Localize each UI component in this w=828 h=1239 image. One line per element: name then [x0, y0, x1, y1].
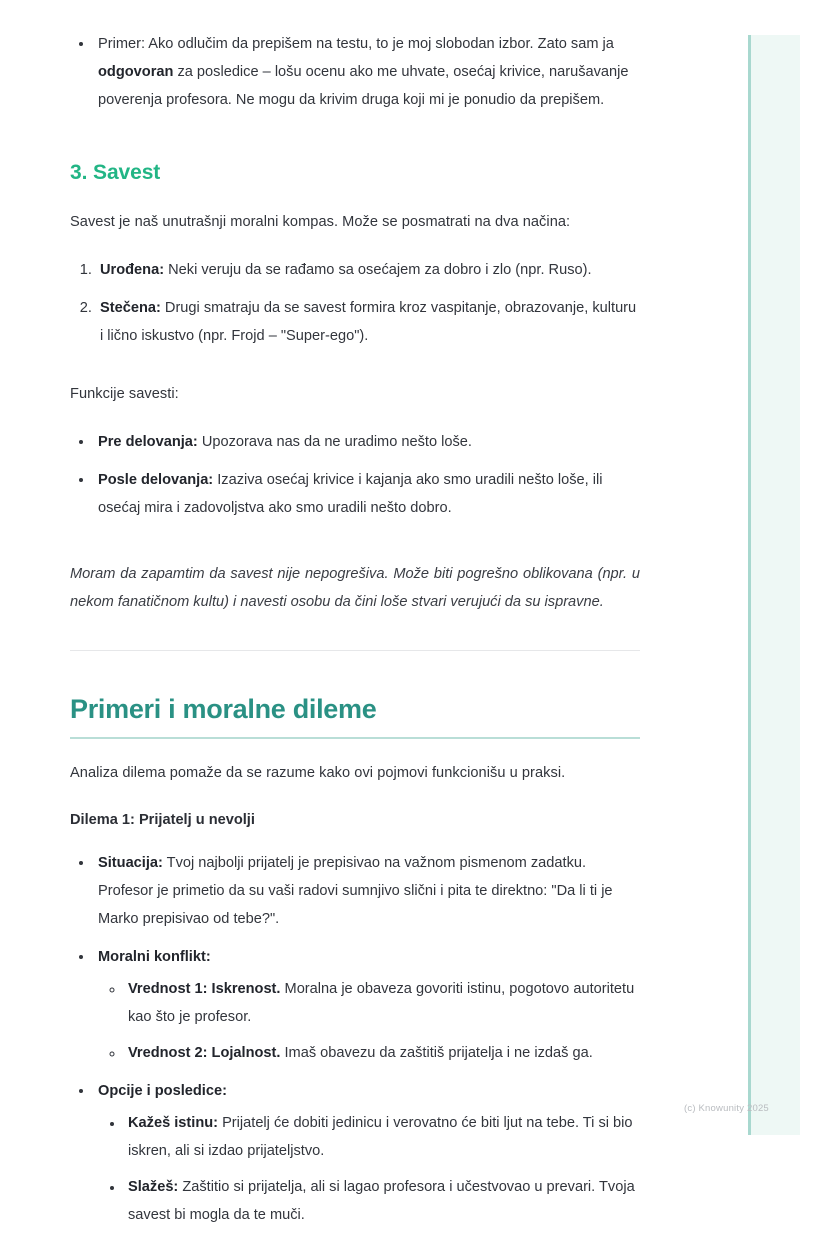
watermark-copyright: (c) Knowunity 2025 — [684, 1103, 769, 1114]
dilemma-1-title: Dilema 1: Prijatelj u nevolji — [70, 812, 255, 828]
opcije-posledice-sublist — [98, 1109, 640, 1229]
list-item-label: Vrednost 1: Iskrenost. — [128, 981, 281, 997]
list-item-text: Upozorava nas da ne uradimo nešto loše. — [197, 434, 472, 450]
list-item-label: Moralni konflikt: — [98, 949, 211, 965]
list-item-text: Moralna je obaveza govoriti istinu, pogotovo autoritetu kao što je profesor. — [128, 981, 635, 1025]
section-heading-savest: 3. Savest — [70, 161, 161, 184]
list-item-text: Drugi smatraju da se savest formira kroz vaspitanje, obrazovanje, kulturu i lično iskustvo (npr. Frojd – "Super-ego"). — [100, 300, 637, 344]
list-item-label: Urođena: — [100, 262, 165, 278]
list-item — [94, 428, 640, 456]
list-item — [124, 1173, 640, 1229]
list-item-text: Zaštitio si prijatelja, ali si lagao profesora i učestvovao u prevari. Tvoja savest bi mogla da te muči. — [128, 1179, 635, 1223]
top-bullet-text-a: Ako odlučim da prepišem na testu, to je moj slobodan izbor. Zato sam ja — [145, 36, 614, 52]
savest-functions-intro: Funkcije savesti: — [70, 386, 179, 402]
savest-numbered-list — [70, 256, 640, 350]
list-item — [94, 466, 640, 522]
dileme-intro-paragraph: Analiza dilema pomaže da se razume kako ovi pojmovi funkcionišu u praksi. — [70, 765, 566, 781]
list-item — [96, 256, 640, 284]
list-item — [96, 294, 640, 350]
list-item-label: Vrednost 2: Lojalnost. — [128, 1045, 281, 1061]
savest-intro-paragraph: Savest je naš unutrašnji moralni kompas. Može se posmatrati na dva načina: — [70, 214, 571, 230]
dilemma-1-list — [70, 849, 640, 1229]
list-item-text: Prijatelj će dobiti jedinicu i verovatno će biti ljut na tebe. Ti si bio iskren, ali si izdao prijateljstvo. — [128, 1115, 633, 1159]
list-item-label: Stečena: — [100, 300, 161, 316]
list-item-label: Kažeš istinu: — [128, 1115, 219, 1131]
right-band-rule — [748, 35, 751, 1135]
list-item — [94, 849, 640, 933]
list-item-label: Situacija: — [98, 855, 163, 871]
list-item — [94, 30, 640, 114]
list-item-label: Opcije i posledice: — [98, 1083, 227, 1099]
moralni-konflikt-sublist — [98, 975, 640, 1067]
top-bullet-lead: Primer: — [98, 36, 146, 52]
list-item-label: Slažeš: — [128, 1179, 179, 1195]
document-content — [0, 30, 700, 1229]
savest-functions-list — [70, 428, 640, 522]
list-item — [94, 943, 640, 1067]
list-item-label: Posle delovanja: — [98, 472, 214, 488]
list-item-label: Pre delovanja: — [98, 434, 198, 450]
list-item-text: Izaziva osećaj krivice i kajanja ako smo uradili nešto loše, ili osećaj mira i zadovoljstva ako smo uradili nešto dobro. — [98, 472, 603, 516]
top-bullet-text-b: za posledice – lošu ocenu ako me uhvate, osećaj krivice, narušavanje poverenja profesora. Ne mogu da krivim druga koji mi je ponudio da prepišem. — [98, 64, 629, 108]
list-item — [94, 1077, 640, 1229]
right-decorative-band — [748, 35, 800, 1135]
list-item-text: Tvoj najbolji prijatelj je prepisivao na važnom pismenom zadatku. Profesor je primetio da su vaši radovi sumnjivo slični i pita te direktno: "Da li ti je Marko prepisivao od tebe?". — [98, 855, 613, 927]
savest-note-paragraph: Moram da zapamtim da savest nije nepogrešiva. Može biti pogrešno oblikovana (npr. u nekom fanatičnom kultu) i navesti osobu da čini loše stvari verujući da su ispravne. — [70, 566, 640, 610]
top-bullet-list — [70, 30, 640, 114]
list-item-text: Imaš obavezu da zaštitiš prijatelja i ne izdaš ga. — [280, 1045, 593, 1061]
section-heading-dileme: Primeri i moralne dileme — [70, 694, 377, 724]
top-bullet-bold: odgovoran — [98, 64, 174, 80]
list-item — [124, 975, 640, 1031]
list-item — [124, 1109, 640, 1165]
list-item — [124, 1039, 640, 1067]
list-item-text: Neki veruju da se rađamo sa osećajem za dobro i zlo (npr. Ruso). — [164, 262, 592, 278]
